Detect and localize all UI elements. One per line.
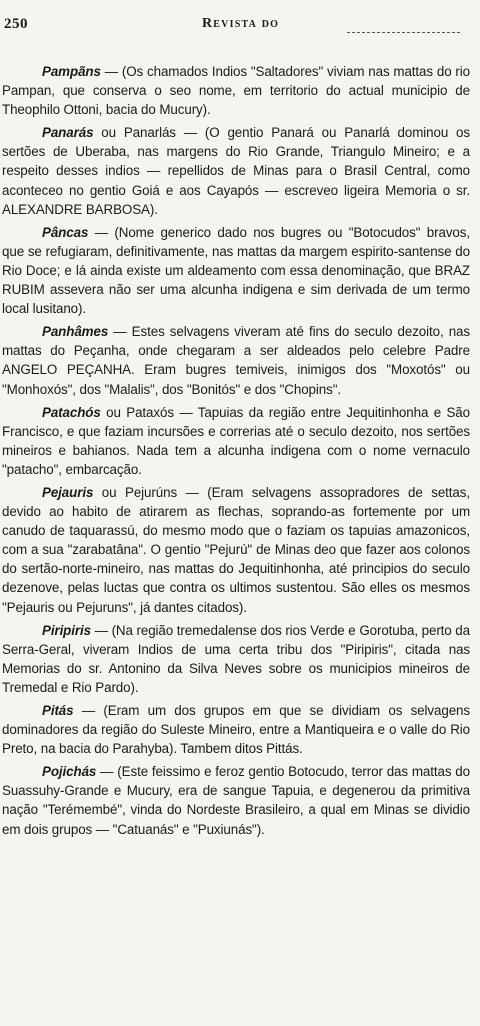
glossary-entry xyxy=(2,62,470,119)
glossary-entry xyxy=(2,762,470,838)
glossary-entry xyxy=(2,403,470,479)
entry-text: — (Eram um dos grupos em que se dividiam os selvagens dominadores da região do Suleste Mineiro, entre a Mantiqueira e o valle do Rio Preto, na bacia do Parahyba). Tambem ditos Pittás. xyxy=(2,703,470,757)
glossary-entry xyxy=(2,322,470,398)
glossary-entry xyxy=(2,621,470,697)
entry-term: Panhâmes xyxy=(42,324,109,340)
entry-text: — (Nome generico dado nos bugres ou "Botocudos" bravos, que se refugiaram, definitivamente, nas mattas da margem espirito-santense do Rio Doce; e lá ainda existe um aldeamento com essa denominação, que BRAZ RUBIM assevera não ser uma alcunha indigena e sim derivada de um termo local lusitano). xyxy=(2,224,470,317)
entry-term: Pojichás xyxy=(42,764,97,780)
entry-text: — (Este feissimo e feroz gentio Botocudo, terror das mattas do Suassuhy-Grande e Mucury, era de sangue Tapuia, e degenerou da primitiva nação "Terémembé", vinda do Nordeste Brasileiro, a qual em Minas se dividio em dois grupos — "Catuanás" e "Puxiunás"). xyxy=(2,764,470,837)
glossary-entry xyxy=(2,223,470,318)
glossary-entry xyxy=(2,123,470,218)
glossary-body xyxy=(2,40,470,839)
page-header xyxy=(2,0,470,40)
glossary-entry xyxy=(2,701,470,758)
entry-term: Pitás xyxy=(42,703,74,718)
entry-term: Pejauris xyxy=(42,484,94,500)
running-title: Revista do xyxy=(202,16,280,31)
entry-text: ou Pejurúns — (Eram selvagens assopradores de settas, devido ao habito de atirarem as flechas, soprando-as fortemente por um canudo de taquarassú, do mesmo modo que o faziam os tapuias amazonicos, com a sua "zarabatâna". O gentio "Pejurú" de Minas deo que fazer aos colonos do sertão-norte-mineiro, nas mattas do Jequitinhonha, até principios do seculo dezenove, pelas luctas que contra os ultimos sustentou. São elles os mesmos "Pejauris ou Pejuruns", já dantes citados). xyxy=(2,484,470,615)
entry-text: ou Pataxós — Tapuias da região entre Jequitinhonha e São Francisco, e que faziam incursões e correrias até o seculo dezoito, nos sertões mineiros e bahianos. Nada tem a alcunha indigena com o nome vernaculo "patacho", embarcação. xyxy=(2,404,470,477)
entry-term: Pampãns xyxy=(42,64,101,79)
entry-term: Piripiris xyxy=(42,622,91,638)
header-rule xyxy=(347,32,460,33)
entry-text: — Estes selvagens viveram até fins do seculo dezoito, nas mattas do Peçanha, onde chegaram a ser aldeados pelo celebre Padre ANGELO PEÇANHA. Eram bugres temiveis, inimigos dos "Moxotós" ou "Monhoxós", dos "Malalis", dos "Bonitós" e dos "Chopins". xyxy=(2,324,470,397)
entry-text: ou Panarlás — (O gentio Panará ou Panarlá dominou os sertões de Uberaba, nas margens do Rio Grande, Triangulo Mineiro; e a respeito desses indios — repellidos de Minas para o Brasil Central, como aconteceo no gentio Goiá e aos Cayapós — escreveo ligeira Memoria o sr. ALEXANDRE BARBOSA). xyxy=(2,125,470,217)
entry-text: — (Na região tremedalense dos rios Verde e Gorotuba, perto da Serra-Geral, viveram Indios de uma certa tribu dos "Piripiris", citada nas Memorias do sr. Antonino da Silva Neves sobre os municipios mineiros de Tremedal e Rio Pardo). xyxy=(2,622,470,695)
entry-text: — (Os chamados Indios "Saltadores" viviam nas mattas do rio Pampan, que conserva o seo nome, em territorio do actual municipio de Theophilo Ottoni, bacia do Mucury). xyxy=(2,64,470,118)
entry-term: Pâncas xyxy=(42,224,89,240)
glossary-entry xyxy=(2,483,470,617)
page-number: 250 xyxy=(4,16,28,32)
entry-term: Panarás xyxy=(42,125,94,141)
entry-term: Patachós xyxy=(42,404,101,420)
